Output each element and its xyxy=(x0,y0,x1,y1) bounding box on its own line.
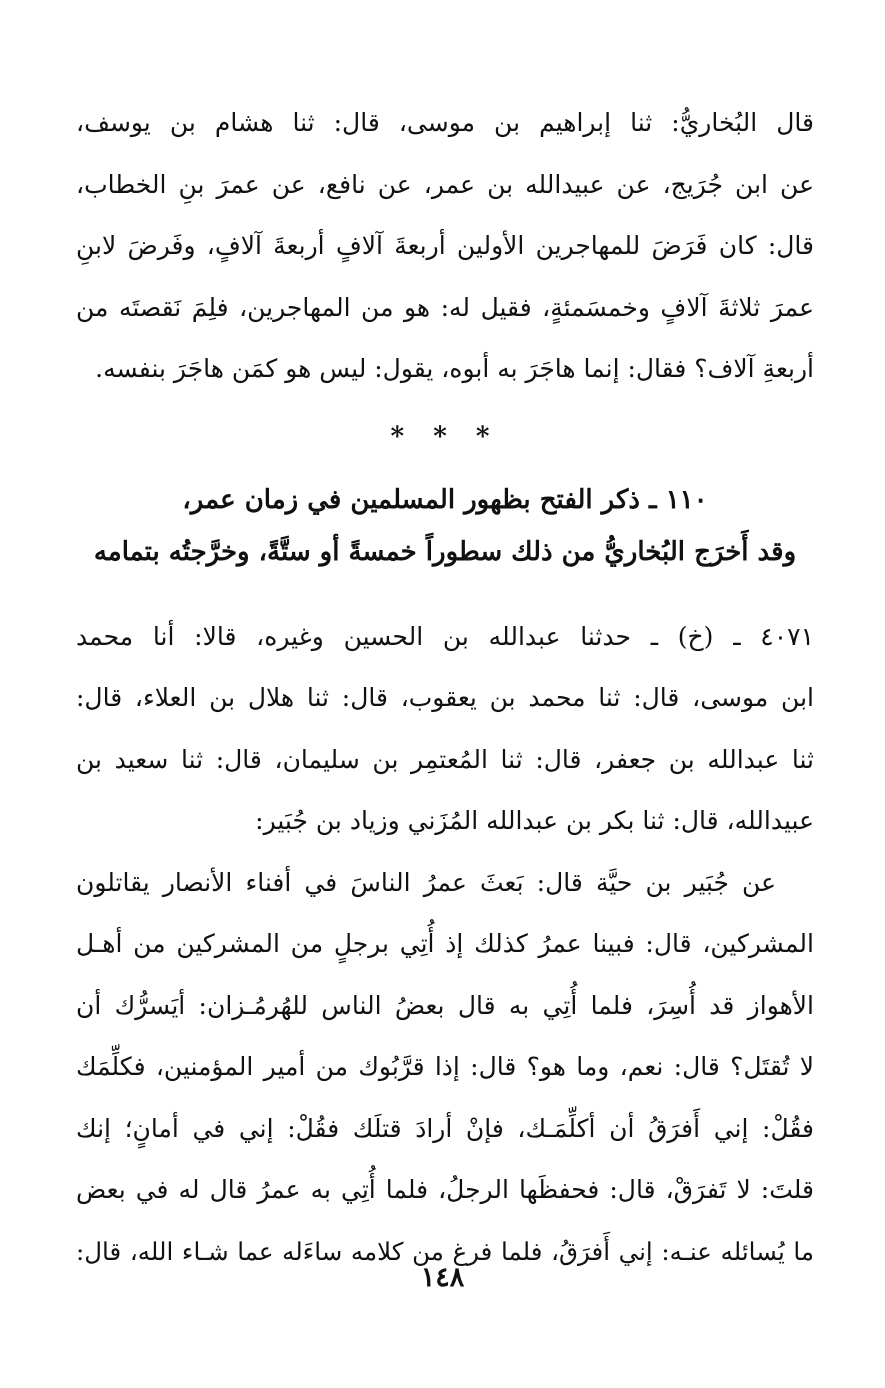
document-page xyxy=(76,92,814,1282)
paragraph-1 xyxy=(76,92,814,400)
heading-line: ١١٠ ـ ذكر الفتح بظهور المسلمين في زمان عمر، xyxy=(182,484,708,515)
section-separator: * * * xyxy=(390,421,500,452)
text-line: ثنا عبدالله بن جعفر، قال: ثنا المُعتمِر بن سليمان، قال: ثنا سعيد بن xyxy=(76,744,814,774)
text-line: قال: كان فَرَضَ للمهاجرين الأولين أربعةَ آلافٍ أربعةَ آلافٍ، وفَرضَ لابنِ xyxy=(76,231,814,260)
text-line: ٤٠٧١ ـ (خ) ـ حدثنا عبدالله بن الحسين وغيره، قالا: أنا محمد xyxy=(76,621,814,651)
text-line: عن جُبَير بن حيَّة قال: بَعثَ عمرُ الناسَ في أفناء الأنصار يقاتلون xyxy=(76,867,776,897)
section-heading xyxy=(76,474,814,578)
text-line: فقُلْ: إني أَفرَقُ أن أكلِّمَـك، فإنْ أرادَ قتلَك فقُلْ: إني في أمانٍ؛ إنك xyxy=(76,1113,814,1143)
paragraph-3 xyxy=(76,852,814,1283)
text-line: عن ابن جُرَيج، عن عبيدالله بن عمر، عن نافع، عن عمرَ بنِ الخطاب، xyxy=(76,169,814,199)
text-line: الأهواز قد أُسِرَ، فلما أُتِي به قال بعضُ الناس للهُرمُـزان: أيَسرُّك أن xyxy=(76,990,814,1020)
heading-line: وقد أَخرَج البُخاريُّ من ذلك سطوراً خمسةً أو ستَّةً، وخرَّجتُه بتمامه xyxy=(93,536,797,567)
paragraph-2 xyxy=(76,606,814,852)
text-line: عمرَ ثلاثةَ آلافٍ وخمسَمئةٍ، فقيل له: هو من المهاجرين، فلِمَ نَقصتَه من xyxy=(76,292,814,322)
text-line: المشركين، قال: فبينا عمرُ كذلك إذ أُتِي برجلٍ من المشركين من أهـل xyxy=(76,929,814,958)
text-line: ما يُسائله عنـه: إني أَفرَقُ، فلما فرغ من كلامه ساءَله عما شـاء الله، قال: xyxy=(76,1236,814,1266)
text-line: أربعةِ آلاف؟ فقال: إنما هاجَرَ به أبوه، يقول: ليس هو كمَن هاجَرَ بنفسه. xyxy=(95,354,814,383)
text-line: عبيدالله، قال: ثنا بكر بن عبدالله المُزَني وزياد بن جُبَير: xyxy=(255,806,814,835)
text-line: لا تُقتَل؟ قال: نعم، وما هو؟ قال: إذا قرَّبُوك من أمير المؤمنين، فكلِّمَك xyxy=(76,1052,814,1081)
text-line: قال البُخاريُّ: ثنا إبراهيم بن موسى، قال: ثنا هشام بن يوسف، xyxy=(76,108,814,137)
text-line: قلتَ: لا تَفرَقْ، قال: فحفظَها الرجلُ، فلما أُتِي به عمرُ قال له في بعض xyxy=(76,1175,814,1204)
text-line: ابن موسى، قال: ثنا محمد بن يعقوب، قال: ثنا هلال بن العلاء، قال: xyxy=(76,683,814,712)
page-number: ١٤٨ xyxy=(420,1262,465,1293)
